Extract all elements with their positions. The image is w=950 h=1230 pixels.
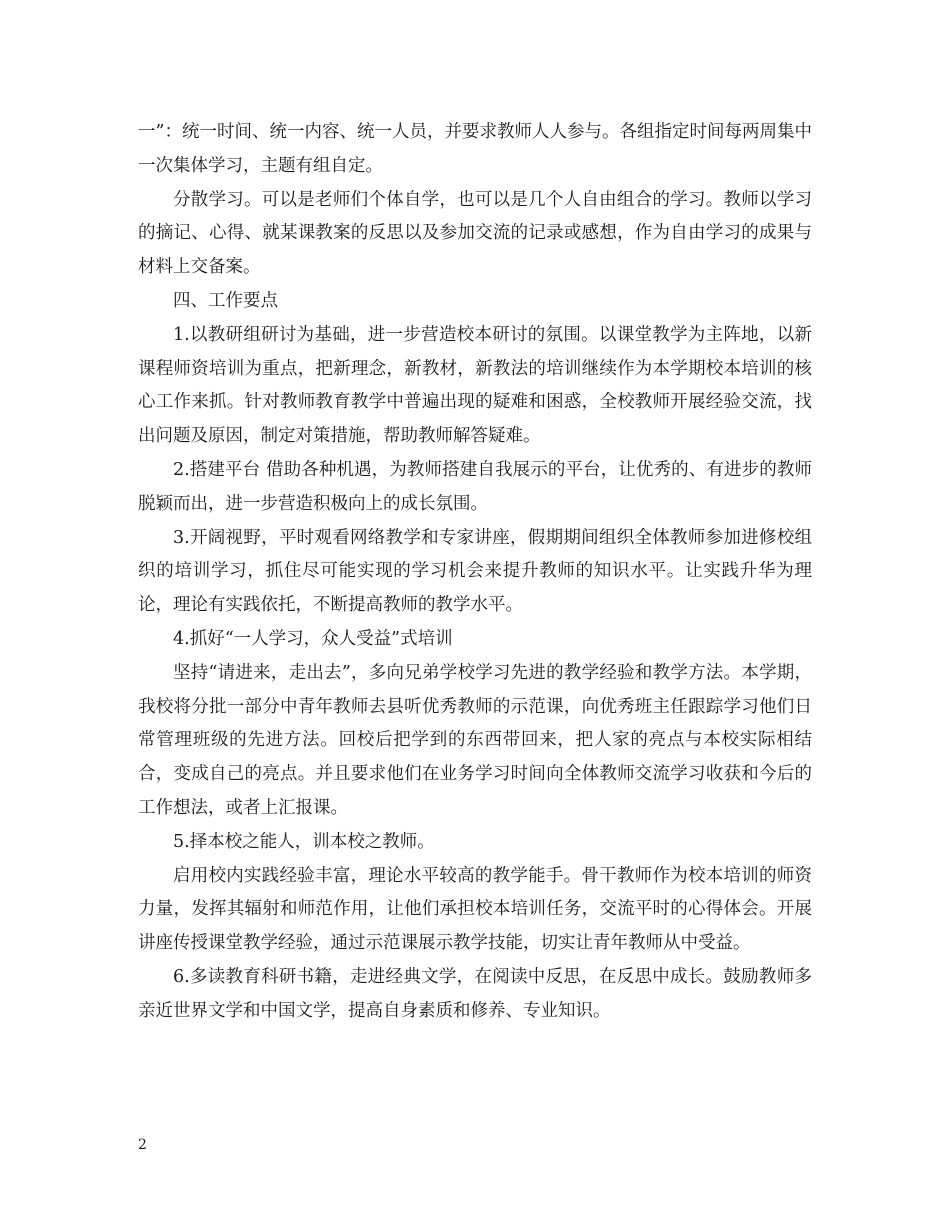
paragraph-point-5-heading: 5.择本校之能人，训本校之教师。 — [173, 831, 435, 852]
section-heading-work-points: 四、工作要点 — [173, 290, 278, 311]
paragraph-continuation: 一”：统一时间、统一内容、统一人员，并要求教师人人参与。各组指定时间每两周集中一次集体学习，主题有组自定。 — [138, 122, 812, 176]
paragraph-point-5-body: 启用校内实践经验丰富，理论水平较高的教学能手。骨干教师作为校本培训的师资力量，发挥其辐射和师范作用，让他们承担校本培训任务，交流平时的心得体会。开展讲座传授课堂教学经验，通过示范课展示教学技能，切实让青年教师从中受益。 — [138, 865, 812, 954]
paragraph-point-3: 3.开阔视野，平时观看网络教学和专家讲座，假期期间组织全体教师参加进修校组织的培训学习，抓住尽可能实现的学习机会来提升教师的知识水平。让实践升华为理论，理论有实践依托，不断提高教师的教学水平。 — [138, 527, 812, 616]
page-number: 2 — [138, 1137, 147, 1153]
paragraph-point-1: 1.以教研组研讨为基础，进一步营造校本研讨的氛围。以课堂教学为主阵地，以新课程师资培训为重点，把新理念，新教材，新教法的培训继续作为本学期校本培训的核心工作来抓。针对教师教育教学中普遍出现的疑难和困惑，全校教师开展经验交流，找出问题及原因，制定对策措施，帮助教师解答疑难。 — [138, 324, 812, 447]
paragraph-scattered-study: 分散学习。可以是老师们个体自学，也可以是几个人自由组合的学习。教师以学习的摘记、心得、就某课教案的反思以及参加交流的记录或感想，作为自由学习的成果与材料上交备案。 — [138, 189, 812, 278]
paragraph-point-2: 2.搭建平台 借助各种机遇，为教师搭建自我展示的平台，让优秀的、有进步的教师脱颖而出，进一步营造积极向上的成长氛围。 — [138, 459, 812, 514]
document-body — [138, 116, 812, 1029]
paragraph-point-4-body: 坚持“请进来，走出去”，多向兄弟学校学习先进的教学经验和教学方法。本学期，我校将分批一部分中青年教师去县听优秀教师的示范课，向优秀班主任跟踪学习他们日常管理班级的先进方法。回校后把学到的东西带回来，把人家的亮点与本校实际相结合，变成自己的亮点。并且要求他们在业务学习时间向全体教师交流学习收获和今后的工作想法，或者上汇报课。 — [138, 662, 812, 818]
paragraph-point-4-heading: 4.抓好“一人学习，众人受益”式培训 — [173, 628, 453, 649]
paragraph-point-6: 6.多读教育科研书籍，走进经典文学，在阅读中反思，在反思中成长。鼓励教师多亲近世界文学和中国文学，提高自身素质和修养、专业知识。 — [138, 966, 812, 1021]
